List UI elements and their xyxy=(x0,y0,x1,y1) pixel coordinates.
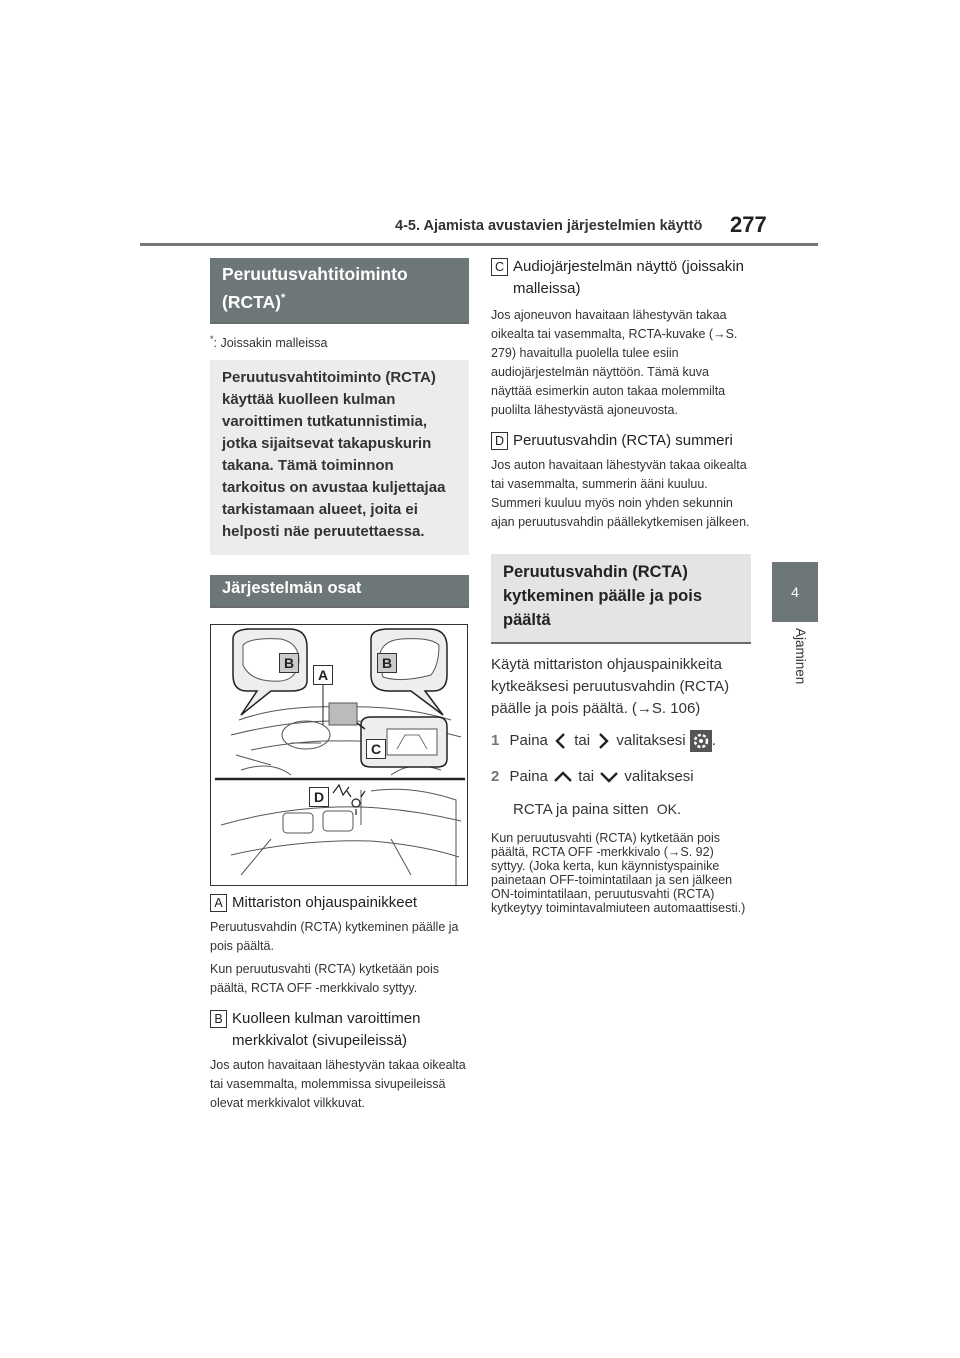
note-text: : Joissakin malleissa xyxy=(213,335,328,350)
letter-b-badge: B xyxy=(210,1010,227,1028)
section-heading-components: Järjestelmän osat xyxy=(210,575,469,608)
step-line: RCTA ja paina sitten xyxy=(513,801,649,819)
chevron-left-icon xyxy=(552,731,570,751)
step-word: valitaksesi xyxy=(624,768,694,786)
step-2 xyxy=(491,766,751,821)
figure-label-d: D xyxy=(309,787,329,807)
toggle-intro: Käytä mittariston ohjauspainikkeita kytkeäksesi peruutusvahdin (RCTA) päälle ja pois päältä. (→S. 106) xyxy=(491,656,730,717)
system-components-figure xyxy=(210,624,468,886)
right-column xyxy=(491,256,751,915)
step-word: tai xyxy=(578,768,595,786)
auto-reset-note: Kun peruutusvahti (RCTA) kytketään pois päältä, RCTA OFF -merkkivalo (→S. 92) syttyy. (Joka kerta, kun käynnistyspainike painetaan OFF-toimintatilaan ja sen jälkeen ON-toimintatilaan, peruutusvahti (RCTA) kytkeytyy toimintavalmiuteen automaattisesti.) xyxy=(491,831,746,916)
header-divider xyxy=(140,243,818,246)
car-interior-illustration xyxy=(211,625,468,886)
figure-label-b-right: B xyxy=(377,653,397,673)
note-mark: * xyxy=(210,333,214,344)
letter-a-badge: A xyxy=(210,894,227,912)
chapter-number: 4 xyxy=(791,584,799,600)
letter-c-badge: C xyxy=(491,258,508,276)
chevron-up-icon xyxy=(552,769,574,785)
figure-label-a: A xyxy=(313,665,333,685)
gear-icon xyxy=(690,730,712,752)
section-heading-rcta xyxy=(210,258,469,324)
item-paragraph: Jos ajoneuvon havaitaan lähestyvän takaa oikealta tai vasemmalta, RCTA-kuvake (→S. 279) havaitulla puolella tulee esiin audiojärjestelmän näyttöön. Tämä kuva näyttää esimerkin auton takaa molemmilta puolilta lähestyvästä ajoneuvosta. xyxy=(491,308,738,417)
item-paragraph: Kun peruutusvahti (RCTA) kytketään pois päältä, RCTA OFF -merkkivalo syttyy. xyxy=(210,961,440,995)
left-column xyxy=(210,258,469,1113)
step-1 xyxy=(491,730,751,752)
item-title: Audiojärjestelmän näyttö (joissakin malleissa) xyxy=(513,258,744,297)
item-title: Peruutusvahdin (RCTA) summeri xyxy=(513,432,733,449)
step-number: 2 xyxy=(491,768,500,786)
step-word: tai xyxy=(574,732,591,749)
step-end: . xyxy=(677,801,682,819)
step-word: Paina xyxy=(509,768,548,786)
section-heading-toggle: Peruutusvahdin (RCTA) kytkeminen päälle ja pois päältä xyxy=(491,554,751,644)
item-paragraph: Jos auton havaitaan lähestyvän takaa oikealta tai vasemmalta, molemmissa sivupeileissä olevat merkkivalot vilkkuvat. xyxy=(210,1057,466,1110)
step-end: . xyxy=(711,732,716,749)
figure-label-c: C xyxy=(366,739,386,759)
ok-button-glyph: OK xyxy=(656,801,678,818)
item-title: Mittariston ohjauspainikkeet xyxy=(232,893,418,911)
letter-d-badge: D xyxy=(491,432,508,450)
intro-box: Peruutusvahtitoiminto (RCTA) käyttää kuolleen kulman varoittimen tutkatunnistimia, jotka sijaitsevat takapuskurin takana. Tämä toiminnon tarkoitus on avustaa kuljettajaa tarkistamaan alueet, joita ei helposti näe peruutettaessa. xyxy=(210,360,469,555)
component-item-c xyxy=(491,256,751,420)
running-header: 4-5. Ajamista avustavien järjestelmien käyttö xyxy=(395,218,703,234)
item-paragraph: Peruutusvahdin (RCTA) kytkeminen päälle ja pois päältä. xyxy=(210,919,459,953)
model-note xyxy=(210,334,469,350)
chapter-label: Ajaminen xyxy=(793,628,808,685)
chapter-tab xyxy=(772,562,818,622)
step-word: Paina xyxy=(509,732,548,749)
page-number: 277 xyxy=(730,212,767,237)
chevron-right-icon xyxy=(594,731,612,751)
item-title: Kuolleen kulman varoittimen merkkivalot (sivupeileissä) xyxy=(232,1009,421,1049)
component-item-d xyxy=(491,430,751,532)
chevron-down-icon xyxy=(598,769,620,785)
figure-label-b-left: B xyxy=(279,653,299,673)
step-word: valitaksesi xyxy=(616,732,686,749)
step-number: 1 xyxy=(491,732,500,749)
footnote-mark: * xyxy=(280,292,286,304)
section-title: Peruutusvahtitoiminto (RCTA) xyxy=(222,264,408,312)
component-item-a xyxy=(210,892,469,998)
component-item-b xyxy=(210,1008,469,1113)
item-paragraph: Jos auton havaitaan lähestyvän takaa oikealta tai vasemmalta, summerin ääni kuuluu. Summeri kuuluu myös noin yhden sekunnin ajan peruutusvahdin päällekytkemisen jälkeen. xyxy=(491,458,750,529)
